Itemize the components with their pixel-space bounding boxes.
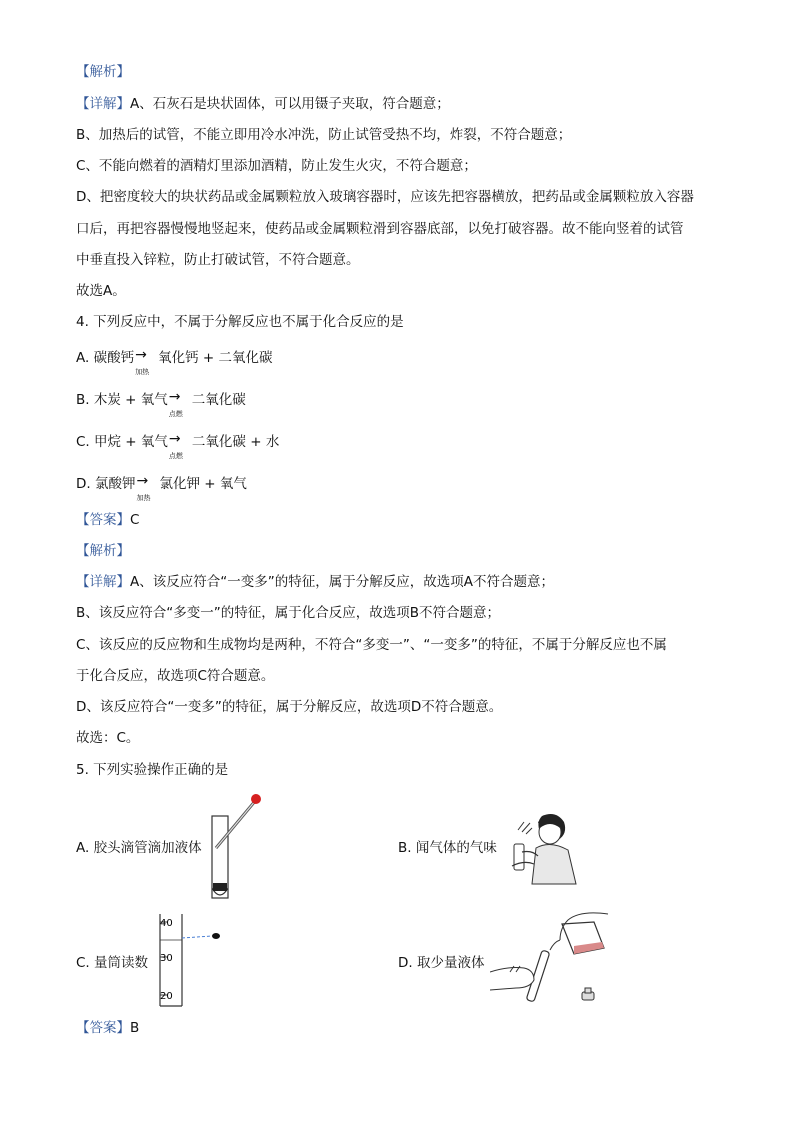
q5-option-b — [398, 838, 497, 858]
dropper-into-test-tube-figure — [200, 788, 272, 904]
option-label: C. — [76, 434, 90, 450]
q3-detail-line-5: 口后，再把容器慢慢地竖起来，使药品或金属颗粒滑到容器底部，以免打破容器。故不能向竖着的试管 — [76, 221, 684, 237]
q4-detail-line-1 — [76, 572, 554, 592]
q4-detail-line-2: B、该反应符合“多变一”的特征，属于化合反应，故选项B不符合题意； — [76, 605, 501, 621]
q4-option-c — [76, 431, 280, 460]
option-text: 量筒读数 — [94, 955, 149, 971]
reaction-condition: 加热 — [136, 494, 151, 502]
option-label: A. — [76, 350, 90, 366]
reactant: 碳酸钙 — [93, 350, 135, 366]
option-label: C. — [76, 955, 90, 971]
answer-value: B — [130, 1020, 140, 1036]
arrow-icon: → — [168, 389, 181, 405]
cylinder-tick-20: 20 — [160, 991, 173, 1002]
q3-conclusion: 故选A。 — [76, 283, 126, 299]
product: 氧化钙 + 二氧化碳 — [158, 350, 273, 366]
q5-answer — [76, 1018, 139, 1038]
option-label: A. — [76, 840, 90, 856]
reaction-condition: 加热 — [135, 368, 150, 376]
product: 氯化钾 + 氧气 — [159, 476, 247, 492]
q4-answer — [76, 510, 139, 530]
q4-option-b — [76, 389, 246, 418]
q3-detail-line-1 — [76, 94, 450, 114]
q4-detail-tag: 【详解】 — [76, 574, 130, 590]
q4-stem: 4. 下列反应中，不属于分解反应也不属于化合反应的是 — [76, 314, 404, 330]
option-label: D. — [398, 955, 413, 971]
arrow-icon: → — [168, 431, 181, 447]
q5-option-a — [76, 838, 202, 858]
answer-tag: 【答案】 — [76, 512, 130, 528]
reaction-condition: 点燃 — [168, 410, 183, 418]
reactant: 木炭 + 氧气 — [93, 392, 168, 408]
answer-tag: 【答案】 — [76, 1020, 130, 1036]
answer-value: C — [130, 512, 140, 528]
reactant: 甲烷 + 氧气 — [94, 434, 168, 450]
reactant: 氯酸钾 — [94, 476, 136, 492]
pouring-liquid-figure — [490, 910, 614, 1010]
option-text: 闻气体的气味 — [415, 840, 497, 856]
q3-detail-text: A、石灰石是块状固体，可以用镊子夹取，符合题意； — [130, 96, 450, 112]
cylinder-tick-30: 30 — [160, 953, 173, 964]
arrow-icon: → — [136, 473, 149, 489]
smelling-gas-figure — [498, 808, 584, 888]
option-label: B. — [398, 840, 412, 856]
reaction-condition: 点燃 — [168, 452, 183, 460]
q3-detail-tag: 【详解】 — [76, 96, 130, 112]
q5-stem: 5. 下列实验操作正确的是 — [76, 762, 229, 778]
q4-detail-line-3: C、该反应的反应物和生成物均是两种，不符合“多变一”、“一变多”的特征，不属于分解反应也不属 — [76, 637, 667, 653]
cylinder-tick-40: 40 — [160, 918, 173, 929]
product: 二氧化碳 + 水 — [191, 434, 280, 450]
q3-detail-line-2: B、加热后的试管，不能立即用冷水冲洗，防止试管受热不均，炸裂，不符合题意； — [76, 127, 572, 143]
q4-option-a — [76, 347, 273, 376]
q5-option-d — [398, 953, 484, 973]
q3-analysis-heading: 【解析】 — [76, 64, 130, 80]
product: 二氧化碳 — [191, 392, 246, 408]
q3-detail-line-3: C、不能向燃着的酒精灯里添加酒精，防止发生火灾，不符合题意； — [76, 158, 477, 174]
option-text: 取少量液体 — [416, 955, 485, 971]
q3-detail-line-6: 中垂直投入锌粒，防止打破试管，不符合题意。 — [76, 252, 360, 268]
option-text: 胶头滴管滴加液体 — [93, 840, 202, 856]
q4-detail-line-4: 于化合反应，故选项C符合题意。 — [76, 668, 275, 684]
q4-detail-text: A、该反应符合“一变多”的特征，属于分解反应，故选项A不符合题意； — [130, 574, 554, 590]
option-label: B. — [76, 392, 90, 408]
q4-option-d — [76, 473, 247, 502]
q3-detail-line-4: D、把密度较大的块状药品或金属颗粒放入玻璃容器时，应该先把容器横放，把药品或金属颗粒放入容器 — [76, 189, 694, 205]
cylinder-reading-figure — [150, 910, 230, 1010]
q5-option-c — [76, 953, 148, 973]
q4-detail-line-5: D、该反应符合“一变多”的特征，属于分解反应，故选项D不符合题意。 — [76, 699, 503, 715]
q4-conclusion: 故选：C。 — [76, 730, 140, 746]
arrow-icon: → — [135, 347, 147, 363]
q4-analysis-heading: 【解析】 — [76, 543, 130, 559]
eye-icon — [212, 933, 220, 939]
option-label: D. — [76, 476, 91, 492]
